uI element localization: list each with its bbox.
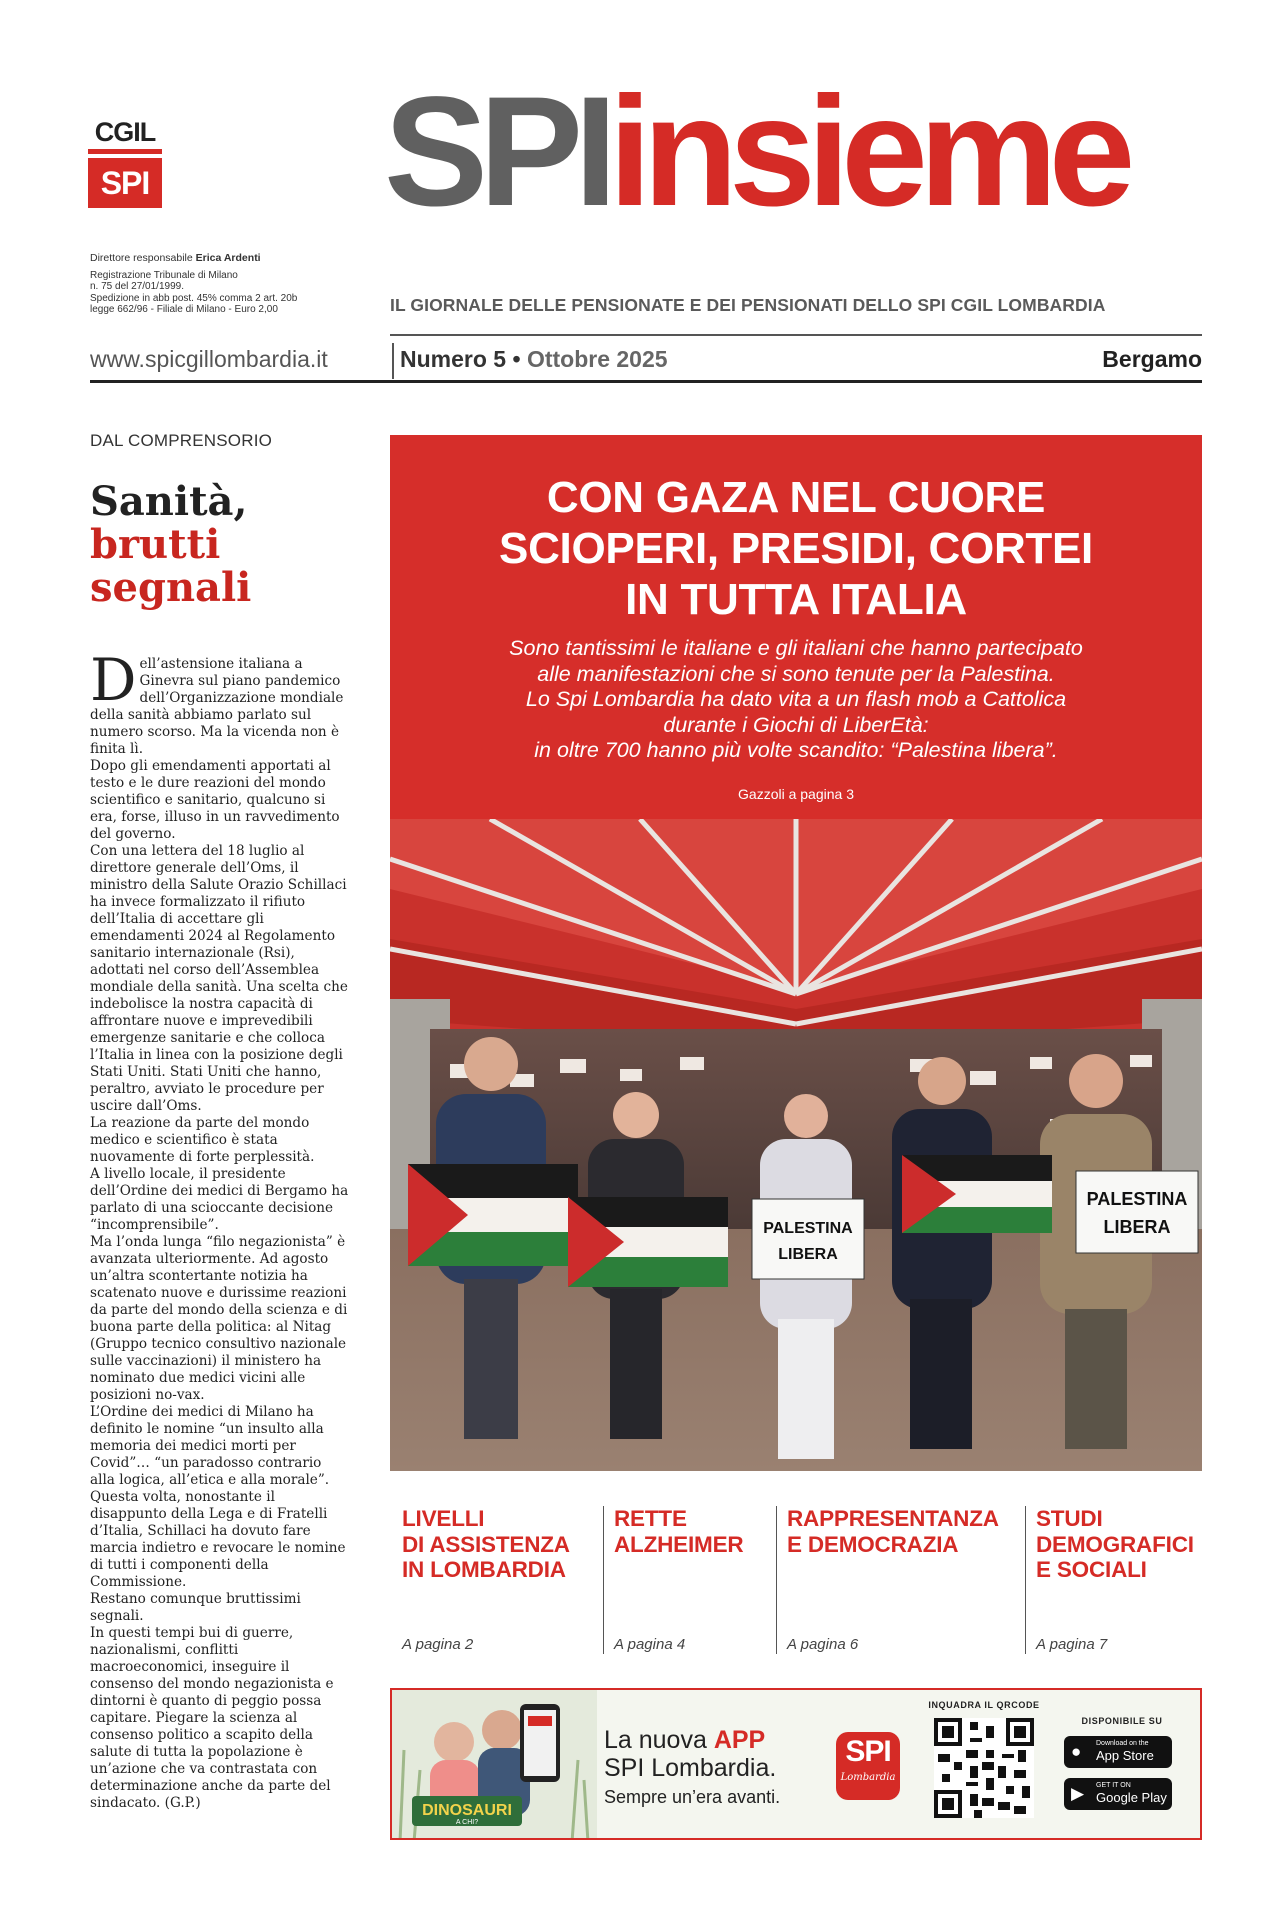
article-title[interactable]	[90, 480, 350, 609]
article-paragraph: Dopo gli emendamenti apportati al testo e le dure reazioni del mondo scientifico e sanitario, qualcuno si era, forse, illuso in un ravvedimento del governo.	[90, 758, 340, 842]
teaser-title-line: STUDI	[1036, 1506, 1103, 1531]
googleplay-small-text: GET IT ON	[1096, 1782, 1131, 1789]
imprint-director	[90, 253, 330, 265]
teaser-title	[1036, 1506, 1202, 1583]
teaser-title-line: RETTE	[614, 1506, 687, 1531]
cover-credit: Gazzoli a pagina 3	[738, 786, 854, 802]
ad-line2: SPI Lombardia.	[604, 1754, 777, 1782]
cgil-spi-logo	[88, 118, 162, 208]
qr-code-graphic	[934, 1718, 1034, 1818]
director-label: Direttore responsabile	[90, 252, 193, 264]
sign-text-1: PALESTINA	[763, 1220, 853, 1237]
issue-info	[400, 346, 668, 373]
teaser-title-line: LIVELLI	[402, 1506, 485, 1531]
teaser-title-line: ALZHEIMER	[614, 1531, 744, 1557]
cover-photo	[390, 819, 1202, 1471]
imprint-block	[90, 253, 330, 316]
imprint-line: Registrazione Tribunale di Milano	[90, 269, 238, 281]
ad-art-subtext: A CHI?	[455, 1819, 479, 1826]
teaser-divider	[1025, 1506, 1026, 1654]
ad-line1-pre: La nuova	[604, 1726, 714, 1754]
masthead-title	[384, 65, 1127, 239]
teaser-title	[787, 1506, 1022, 1557]
issue-date: Ottobre 2025	[526, 346, 668, 372]
cover-deck	[390, 636, 1202, 764]
teaser-title-line: IN LOMBARDIA	[402, 1557, 566, 1582]
masthead-rule	[390, 334, 1202, 336]
logo-divider	[88, 149, 162, 154]
logo-cgil-text: CGIL	[94, 117, 156, 147]
qr-label: INQUADRA IL QRCODE	[928, 1700, 1040, 1710]
teaser-livelli-assistenza[interactable]	[402, 1506, 597, 1656]
article-paragraph: A livello locale, il presidente dell’Ordine dei medici di Bergamo ha parlato di una scioccante decisione “incomprensibile”.	[90, 1166, 349, 1233]
spi-lombardia-app-icon	[836, 1732, 900, 1800]
sign-text-3: PALESTINA	[1086, 1189, 1188, 1209]
appstore-small-text: Download on the	[1096, 1740, 1149, 1747]
article-paragraph: Con una lettera del 18 luglio al direttore generale dell’Oms, il ministro della Salute Orazio Schillaci ha invece formalizzato il rifiuto dell’Italia di accettare gli emendamenti 2024 al Regolamento sanitario internazionale (Rsi), adottati nel corso dell’Assemblea mondiale della sanità. Una scelta che indebolisce la nostra capacità di affrontare nuove e imprevedibili emergenze sanitarie e che colloca l’Italia in linea con la posizione degli Stati Uniti. Stati Uniti che hanno, peraltro, avviato le procedure per uscire dall’Oms.	[90, 843, 348, 1114]
imprint-line: n. 75 del 27/01/1999.	[90, 281, 184, 292]
section-label: DAL COMPRENSORIO	[90, 431, 273, 450]
deck-line: durante i Giochi di LiberEtà:	[663, 712, 929, 737]
article-paragraph: ell’astensione italiana a Ginevra sul piano pandemico dell’Organizzazione mondiale della sanità abbiamo parlato sul numero scorso. Ma la vicenda non è finita lì.	[90, 656, 344, 757]
teaser-title-line: E SOCIALI	[1036, 1557, 1147, 1582]
google-play-button[interactable]	[1064, 1778, 1172, 1810]
teaser-title	[614, 1506, 774, 1557]
infobar-rule	[90, 380, 1202, 383]
teaser-page-ref: A pagina 4	[614, 1636, 686, 1653]
teaser-divider	[776, 1506, 777, 1654]
article-paragraph: Restano comunque bruttissimi segnali.	[90, 1591, 301, 1624]
sign-text-2: LIBERA	[778, 1246, 838, 1263]
store-label: DISPONIBILE SU	[1081, 1716, 1163, 1726]
teaser-studi-demografici[interactable]	[1036, 1506, 1202, 1656]
article-paragraph: La reazione da parte del mondo medico e scientifico è stata nuovamente di forte perplessità.	[90, 1115, 315, 1165]
teaser-divider	[603, 1506, 604, 1654]
teaser-page-ref: A pagina 2	[402, 1636, 474, 1653]
deck-line: in oltre 700 hanno più volte scandito: “Palestina libera”.	[534, 738, 1058, 762]
teaser-title	[402, 1506, 597, 1583]
masthead-spi: SPI	[384, 65, 609, 239]
play-icon: ▶	[1071, 1784, 1085, 1803]
drop-cap: D	[90, 646, 137, 714]
website-link[interactable]: www.spicgillombardia.it	[90, 346, 328, 372]
app-store-button[interactable]	[1064, 1736, 1172, 1768]
issue-number: Numero 5	[400, 346, 507, 372]
infobar-divider	[392, 343, 394, 379]
teaser-title-line: RAPPRESENTANZA	[787, 1506, 999, 1531]
article-paragraph: L’Ordine dei medici di Milano ha definito le nomine “un insulto alla memoria dei medici morti per Covid”… “un paradosso contrario alla logica, all’etica e alla morale”.	[90, 1404, 330, 1488]
teaser-rappresentanza[interactable]	[787, 1506, 1022, 1656]
headline-line: CON GAZA NEL CUORE	[546, 473, 1046, 522]
article-paragraph: Ma l’onda lunga “filo negazionista” è avanzata ulteriormente. Ad agosto un’altra scontertante notizia ha scatenato nuove e durissime reazioni da parte del mondo della scienza e di buona parte della politica: al Nitag (Gruppo tecnico consultivo nazionale sulle vaccinazioni) il ministero ha nominato due medici vicini alle posizioni no-vax.	[90, 1234, 348, 1403]
masthead-insieme: insieme	[608, 65, 1127, 239]
appstore-big-text: App Store	[1096, 1748, 1154, 1763]
app-ad-banner[interactable]	[390, 1688, 1202, 1840]
article-body	[90, 646, 350, 1812]
ad-line3: Sempre un’era avanti.	[604, 1787, 781, 1807]
ad-art-text: DINOSAURI	[422, 1802, 512, 1819]
qr-code-icon[interactable]	[934, 1718, 1034, 1818]
ad-line1	[604, 1726, 834, 1754]
sign-text-4: LIBERA	[1103, 1217, 1171, 1237]
googleplay-big-text: Google Play	[1096, 1790, 1167, 1805]
apple-icon: ●	[1071, 1742, 1082, 1761]
ad-copy	[604, 1726, 834, 1808]
imprint-line: legge 662/96 - Filiale di Milano - Euro 2,00	[90, 304, 278, 315]
teaser-title-line: DEMOGRAFICI	[1036, 1531, 1194, 1557]
article-paragraph: In questi tempi bui di guerre, nazionalismi, conflitti macroeconomici, inseguire il consenso del mondo negazionista e dintorni è quanto di peggio possa capitare. Piegare la scienza al consenso politico a scapito della salute di tutta la popolazione è un’azione che va contrastata con determinazione anche da parte del sindacato. (G.P.)	[90, 1625, 334, 1811]
cover-headline[interactable]	[390, 472, 1202, 625]
teaser-page-ref: A pagina 7	[1036, 1636, 1108, 1653]
article-title-line2: brutti segnali	[90, 521, 252, 611]
issue-separator: •	[512, 346, 521, 372]
edition-city: Bergamo	[1102, 346, 1202, 372]
article-title-line1: Sanità,	[90, 478, 248, 525]
deck-line: Lo Spi Lombardia ha dato vita a un flash mob a Cattolica	[525, 687, 1067, 711]
ad-illustration	[392, 1690, 597, 1840]
deck-line: Sono tantissimi le italiane e gli italiani che hanno partecipato	[509, 636, 1083, 660]
teaser-title-line: E DEMOCRAZIA	[787, 1531, 959, 1557]
article-paragraph: Questa volta, nonostante il disappunto della Lega e di Fratelli d’Italia, Schillaci ha dovuto fare marcia indietro e revocare le nomine di tutti i componenti della Commissione.	[90, 1489, 346, 1590]
ad-line1-app: APP	[713, 1726, 766, 1754]
deck-line: alle manifestazioni che si sono tenute per la Palestina.	[537, 661, 1055, 686]
tagline: IL GIORNALE DELLE PENSIONATE E DEI PENSIONATI DELLO SPI CGIL LOMBARDIA	[390, 295, 1106, 315]
headline-line: IN TUTTA ITALIA	[625, 575, 967, 624]
teaser-page-ref: A pagina 6	[787, 1636, 859, 1653]
director-name: Erica Ardenti	[195, 252, 261, 264]
imprint-line: Spedizione in abb post. 45% comma 2 art. 20b	[90, 292, 298, 304]
headline-line: SCIOPERI, PRESIDI, CORTEI	[499, 524, 1093, 573]
ad-logo-bottom: Lombardia	[840, 1772, 896, 1783]
flash-mob-photo	[390, 819, 1202, 1471]
teaser-title-line: DI ASSISTENZA	[402, 1531, 570, 1557]
logo-spi-text: SPI	[88, 158, 162, 208]
ad-logo-top: SPI	[845, 1735, 891, 1768]
teaser-rette-alzheimer[interactable]	[614, 1506, 774, 1656]
